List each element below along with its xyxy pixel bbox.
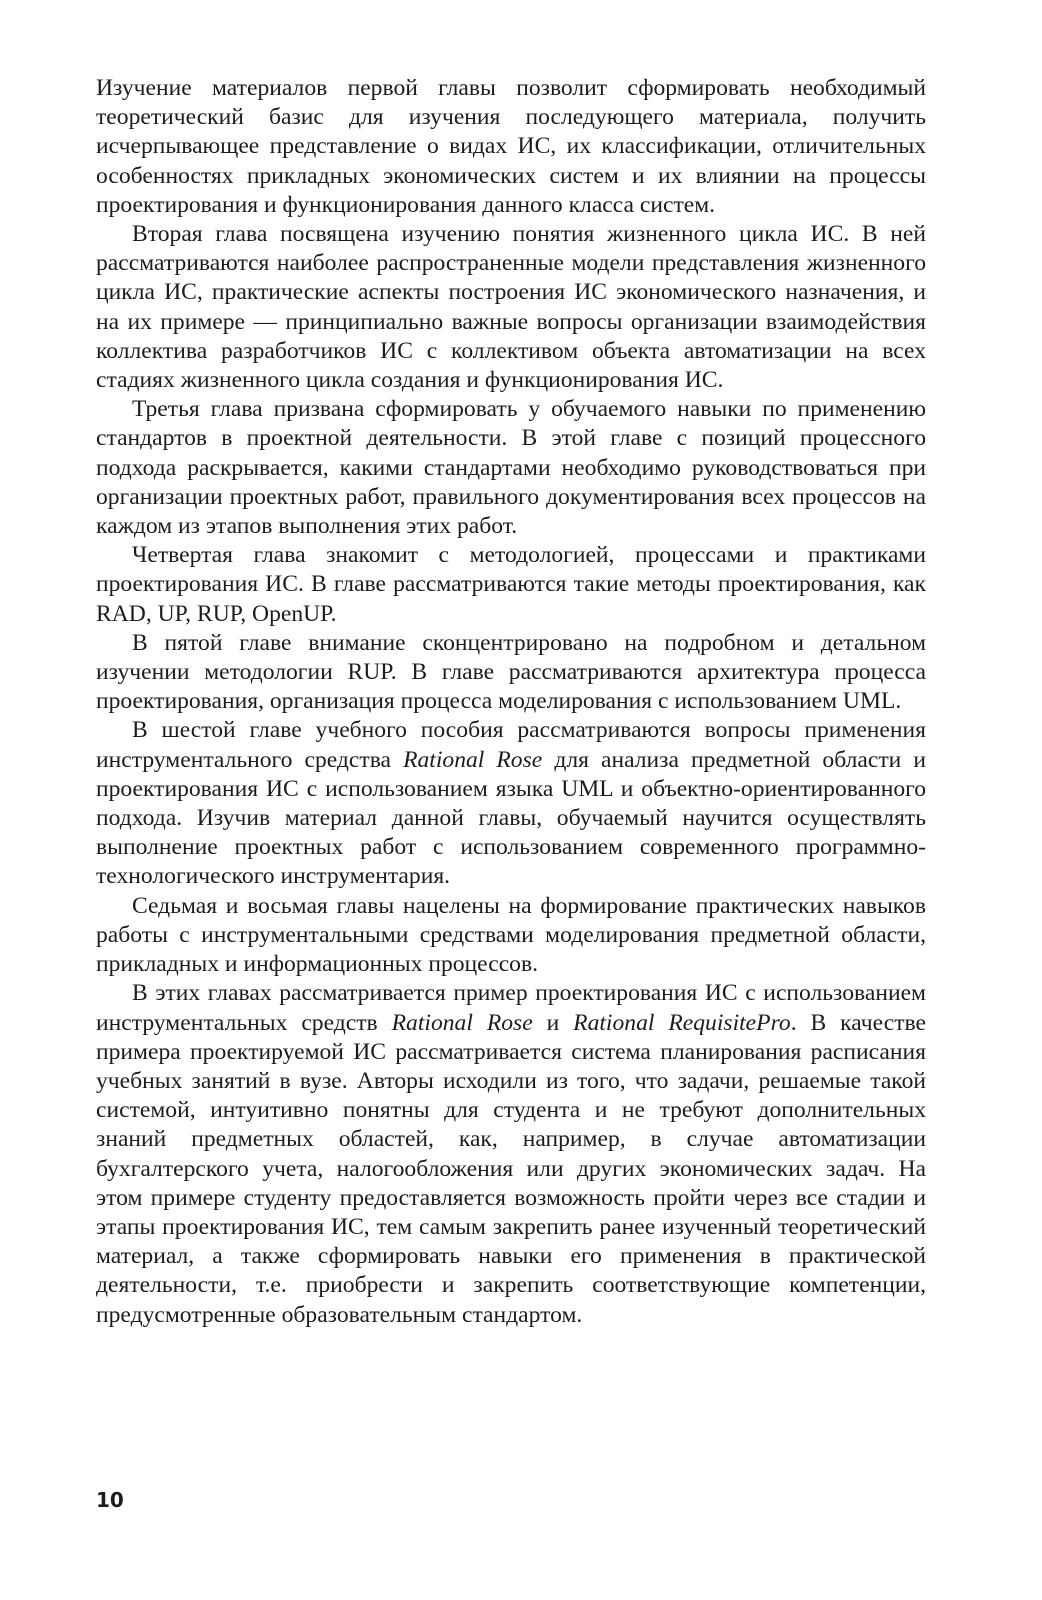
paragraph-8	[96, 979, 926, 1329]
italic-term: Rational Rose	[391, 1009, 533, 1036]
paragraph-3	[96, 395, 926, 541]
paragraph-text: и	[532, 1009, 574, 1036]
paragraph-text: В пятой главе внимание сконцентрировано на подробном и детальном изучении методологии RUP. В главе рассматриваются архитектура процесса проектирования, организация процесса моделирования с использованием UML.	[96, 629, 926, 715]
paragraph-4	[96, 541, 926, 629]
paragraph-text: Третья глава призвана сформировать у обучаемого навыки по применению стандартов в проектной деятельности. В этой главе с позиций процессного подхода раскрывается, какими стандартами необходимо руководствоваться при организации проектных работ, правильного документирования всех процессов на каждом из этапов выполнения этих работ.	[96, 396, 926, 540]
paragraph-text: для анализа предметной области и проектирования ИС с использованием языка UML и объектно-ориентированного подхода. Изучив материал данной главы, обучаемый научится осуществлять выполнение проектных работ с использованием современного программно-технологического инструментария.	[96, 746, 926, 890]
italic-term: Rational Rose	[403, 746, 543, 773]
paragraph-text: . В качестве примера проектируемой ИС рассматривается система планирования расписания учебных занятий в вузе. Авторы исходили из того, что задачи, решаемые такой системой, интуитивно понятны для студента и не требуют дополнительных знаний предметных областей, как, например, в случае автоматизации бухгалтерского учета, налогообложения или других экономических задач. На этом примере студенту предоставляется возможность пройти через все стадии и этапы проектирования ИС, тем самым закрепить ранее изученный теоретический материал, а также сформировать навыки его применения в практической деятельности, т.е. приобрести и закрепить соответствующие компетенции, предусмотренные образовательным стандартом.	[96, 1009, 926, 1328]
page-body	[96, 74, 926, 1330]
page-number: 10	[96, 1488, 124, 1512]
paragraph-2	[96, 220, 926, 395]
paragraph-5	[96, 629, 926, 717]
paragraph-text: В этих главах рассматривается пример проектирования ИС с использованием инструментальных средств	[96, 980, 926, 1036]
italic-term: Rational RequisitePro	[573, 1009, 791, 1036]
paragraph-6	[96, 716, 926, 891]
paragraph-text: В шестой главе учебного пособия рассматриваются вопросы применения инструментального средства	[96, 717, 926, 773]
paragraph-text: Вторая глава посвящена изучению понятия жизненного цикла ИС. В ней рассматриваются наиболее распространенные модели представления жизненного цикла ИС, практические аспекты построения ИС экономического назначения, и на их примере — принципиально важные вопросы организации взаимодействия коллектива разработчиков ИС с коллективом объекта автоматизации на всех стадиях жизненного цикла создания и функционирования ИС.	[96, 221, 926, 394]
paragraph-text: Седьмая и восьмая главы нацелены на формирование практических навыков работы с инструментальными средствами моделирования предметной области, прикладных и информационных процессов.	[96, 892, 926, 978]
paragraph-1	[96, 74, 926, 220]
paragraph-text: Изучение материалов первой главы позволит сформировать необходимый теоретический базис для изучения последующего материала, получить исчерпывающее представление о видах ИС, их классификации, отличительных особенностях прикладных экономических систем и их влиянии на процессы проектирования и функционирования данного класса систем.	[96, 75, 926, 218]
paragraph-7	[96, 892, 926, 980]
paragraph-text: Четвертая глава знакомит с методологией, процессами и практиками проектирования ИС. В главе рассматриваются такие методы проектирования, как RAD, UP, RUP, OpenUP.	[96, 542, 926, 627]
